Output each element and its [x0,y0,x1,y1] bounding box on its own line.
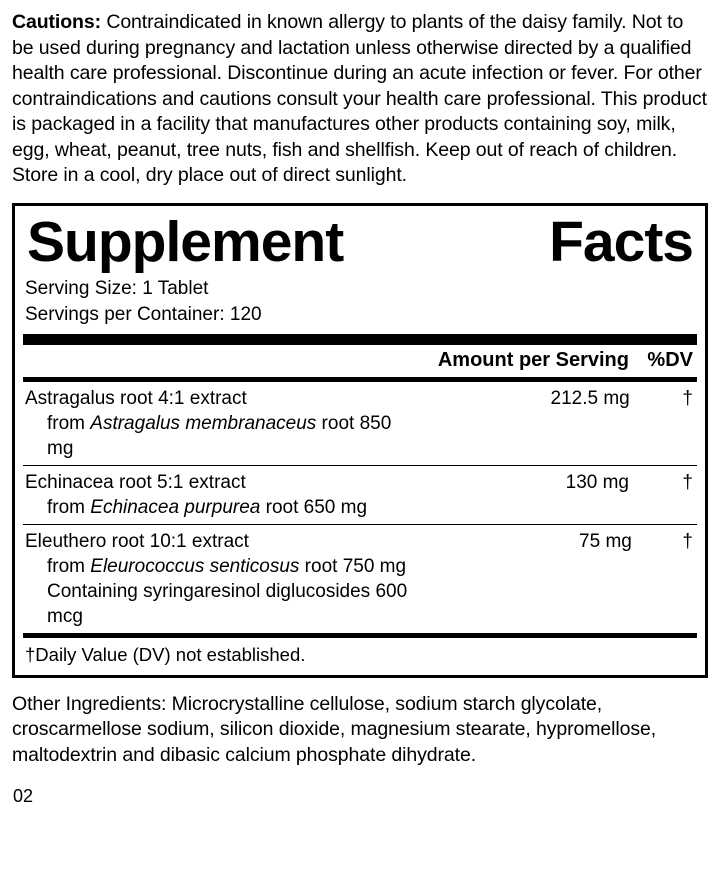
header-amount-per-serving: Amount per Serving [437,348,629,371]
divider-heavy-top [23,334,697,345]
row-nutrient-name: Echinacea root 5:1 extract [25,471,246,493]
page-number: 02 [13,786,34,806]
row-source-pre: from [47,555,91,577]
supplement-facts-title [23,210,697,274]
header-percent-dv: %DV [647,348,693,371]
table-header-row [23,345,697,377]
row-name-cell [25,470,414,520]
row-source-post: root 650 mg [260,496,368,518]
row-source-latin: Astragalus membranaceus [90,412,317,434]
supplement-facts-panel [12,203,708,678]
row-amount: 75 mg [579,530,632,552]
row-amount: 130 mg [565,471,629,493]
row-source-latin: Echinacea purpurea [90,496,261,518]
row-source-line [25,495,414,520]
supplement-facts-title-right: Facts [549,209,693,274]
row-source-pre: from [47,496,91,518]
row-source-line-2: Containing syringaresinol diglucosides 600 mcg [47,580,408,627]
cautions-text: Contraindicated in known allergy to plants of the daisy family. Not to be used during pregnancy and lactation unless otherwise directed by a qualified health care professional. Discontinue during an acute infection or fever. For other contraindications and cautions consult your health care professional. This product is packaged in a facility that manufactures other products containing soy, milk, egg, wheat, peanut, tree nuts, fish and shellfish. Keep out of reach of children. Store in a cool, dry place out of direct sunlight. [12,11,707,186]
row-source-line [25,411,418,461]
row-dv: † [682,530,693,552]
row-name-cell [25,386,418,461]
table-row [23,466,697,524]
row-nutrient-name: Eleuthero root 10:1 extract [25,530,249,552]
supplement-facts-title-left: Supplement [27,209,344,274]
serving-size: Serving Size: 1 Tablet [25,277,209,299]
row-amount: 212.5 mg [550,387,630,409]
daily-value-footnote: †Daily Value (DV) not established. [25,643,306,665]
row-source-latin: Eleurococcus senticosus [90,555,300,577]
row-dv: † [682,471,693,493]
row-source-post: root 850 mg [47,412,392,459]
other-ingredients: Other Ingredients: Microcrystalline cellulose, sodium starch glycolate, croscarmellose sodium, silicon dioxide, magnesium stearate, hypromellose, maltodextrin and dibasic calcium phosphate dihydrate. [12,692,657,766]
row-name-cell [25,529,427,629]
table-row [23,382,697,465]
table-row [23,525,697,633]
row-source-line [25,554,427,579]
servings-per-container: Servings per Container: 120 [25,303,262,325]
cautions-label: Cautions: [12,11,102,33]
row-dv: † [682,387,693,409]
cautions-paragraph [12,10,708,189]
row-source-post: root 750 mg [299,555,407,577]
row-source-pre: from [47,412,91,434]
row-nutrient-name: Astragalus root 4:1 extract [25,387,247,409]
